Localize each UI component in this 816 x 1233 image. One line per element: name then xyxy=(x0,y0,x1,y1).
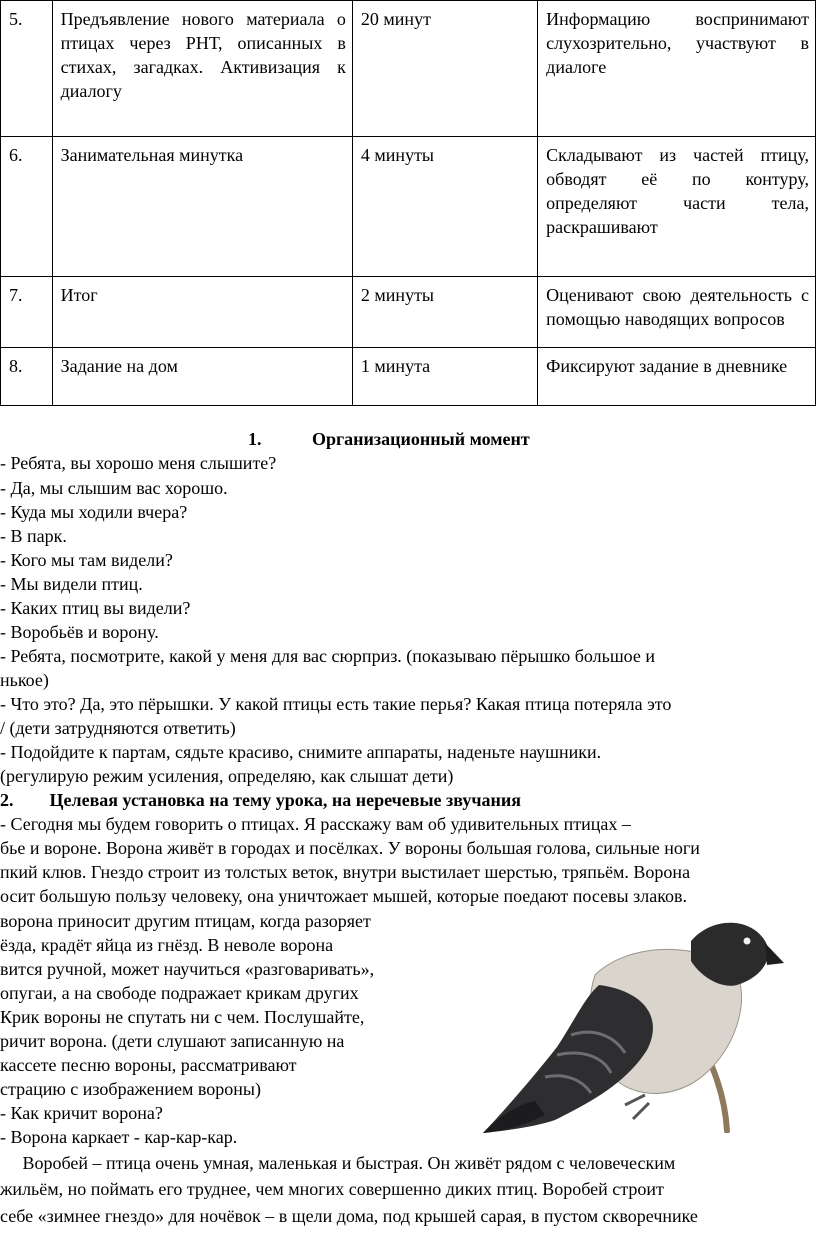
stage-cell: Занимательная минутка xyxy=(52,137,352,277)
section-number: 1. xyxy=(248,429,262,449)
stage-cell: Задание на дом xyxy=(52,348,352,406)
text-line: Воробей – птица очень умная, маленькая и быстрая. Он живёт рядом с человеческим xyxy=(0,1153,676,1173)
text-line: ворона приносит другим птицам, когда разоряет xyxy=(0,911,371,931)
text-line: пкий клюв. Гнездо строит из толстых веток, внутри выстилает шерстью, тряпьём. Ворона xyxy=(0,862,691,882)
activity-cell: Складывают из частей птицу, обводят её по контуру, определяют части тела, раскрашивают xyxy=(538,137,816,277)
time-cell: 20 минут xyxy=(352,1,537,137)
lesson-plan-table xyxy=(0,0,816,406)
row-number: 6. xyxy=(1,137,53,277)
table-row xyxy=(1,348,816,406)
activity-cell: Оценивают свою деятельность с помощью наводящих вопросов xyxy=(538,277,816,348)
text-line: Крик вороны не спутать ни с чем. Послушайте, xyxy=(0,1007,365,1027)
dialogue-line: - Ребята, вы хорошо меня слышите? xyxy=(0,453,277,473)
text-line: страцию с изображением вороны) xyxy=(0,1079,261,1099)
dialogue-line: - Куда мы ходили вчера? xyxy=(0,502,188,522)
table-row xyxy=(1,1,816,137)
dialogue-line: - Ребята, посмотрите, какой у меня для вас сюрприз. (показываю пёрышко большое и xyxy=(0,646,656,666)
text-line: ёзда, крадёт яйца из гнёзд. В неволе ворона xyxy=(0,935,334,955)
dialogue-line: нькое) xyxy=(0,670,49,690)
row-number: 5. xyxy=(1,1,53,137)
section-title: Организационный момент xyxy=(312,429,530,449)
text-line: ричит ворона. (дети слушают записанную на xyxy=(0,1031,345,1051)
dialogue-line: - В парк. xyxy=(0,526,67,546)
activity-cell: Информацию воспринимают слухозрительно, участвуют в диалоге xyxy=(538,1,816,137)
dialogue-line: - Воробьёв и ворону. xyxy=(0,622,159,642)
activity-cell: Фиксируют задание в дневнике xyxy=(538,348,816,406)
dialogue-line: - Каких птиц вы видели? xyxy=(0,598,191,618)
text-line: опугаи, а на свободе подражает крикам других xyxy=(0,983,359,1003)
dialogue-line: - Подойдите к партам, сядьте красиво, снимите аппараты, наденьте наушники. xyxy=(0,742,602,762)
row-number: 7. xyxy=(1,277,53,348)
table-row xyxy=(1,137,816,277)
dialogue-line: - Мы видели птиц. xyxy=(0,574,143,594)
dialogue-line: - Что это? Да, это пёрышки. У какой птицы есть такие перья? Какая птица потеряла это xyxy=(0,694,672,714)
dialogue-line: - Как кричит ворона? xyxy=(0,1103,163,1123)
stage-cell: Итог xyxy=(52,277,352,348)
text-line: бье и вороне. Ворона живёт в городах и посёлках. У вороны большая голова, сильные ноги xyxy=(0,838,700,858)
stage-cell: Предъявление нового материала о птицах через РНТ, описанных в стихах, загадках. Активизация к диалогу xyxy=(52,1,352,137)
time-cell: 1 минута xyxy=(352,348,537,406)
table-row xyxy=(1,277,816,348)
dialogue-line: - Кого мы там видели? xyxy=(0,550,173,570)
text-line: жильём, но поймать его труднее, чем многих совершенно диких птиц. Воробей строит xyxy=(0,1179,664,1199)
dialogue-line: / (дети затрудняются ответить) xyxy=(0,718,236,738)
dialogue-line: - Да, мы слышим вас хорошо. xyxy=(0,478,228,498)
text-line: вится ручной, может научиться «разговаривать», xyxy=(0,959,375,979)
text-line: кассете песню вороны, рассматривают xyxy=(0,1055,297,1075)
text-line: себе «зимнее гнездо» для ночёвок – в щели дома, под крышей сарая, в пустом скворечнике xyxy=(0,1206,698,1226)
row-number: 8. xyxy=(1,348,53,406)
dialogue-line: - Ворона каркает - кар-кар-кар. xyxy=(0,1127,238,1147)
text-line: - Сегодня мы будем говорить о птицах. Я расскажу вам об удивительных птицах – xyxy=(0,814,631,834)
time-cell: 2 минуты xyxy=(352,277,537,348)
dialogue-line: (регулирую режим усиления, определяю, как слышат дети) xyxy=(0,766,454,786)
time-cell: 4 минуты xyxy=(352,137,537,277)
crow-illustration xyxy=(475,905,785,1133)
text-line: осит большую пользу человеку, она уничтожает мышей, которые поедают посевы злаков. xyxy=(0,886,688,906)
section-heading-2: 2. Целевая установка на тему урока, на неречевые звучания xyxy=(0,790,522,810)
